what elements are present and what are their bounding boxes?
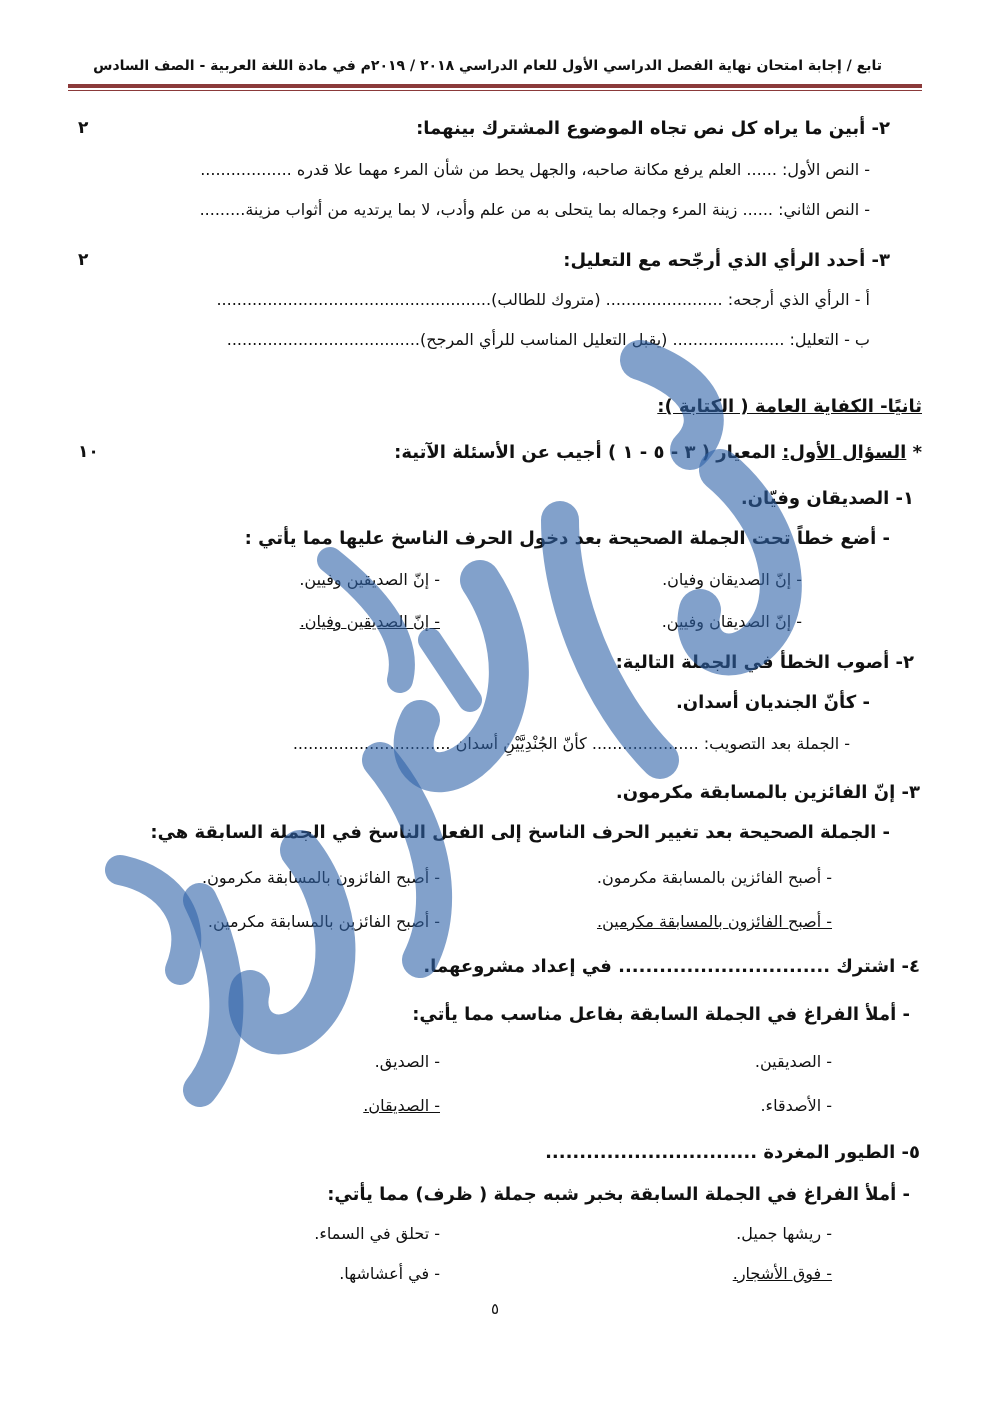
item-3-instruction: - الجملة الصحيحة بعد تغيير الحرف الناسخ إلى الفعل الناسخ في الجملة السابقة هي: [150, 822, 890, 843]
header-rule-thin [68, 90, 922, 91]
item-3-sentence: ٣- إنّ الفائزين بالمسابقة مكرمون. [615, 782, 920, 803]
item-5-option-1: - ريشها جميل. [736, 1224, 832, 1243]
item-1-option-4-correct: - إنّ الصديقين وفيان. [299, 612, 440, 631]
justification-line: ب - التعليل: ...................... (يقبل التعليل المناسب للرأي المرجح)...................................... [226, 330, 870, 349]
text-two-answer: - النص الثاني: ...... زينة المرء وجماله بما يتحلى به من علم وأدب، لا بما يرتديه من أثواب مزينة......... [199, 200, 870, 219]
item-5-option-4: - في أعشاشها. [339, 1264, 440, 1283]
item-1-option-1: - إنّ الصديقان وفيان. [662, 570, 802, 589]
item-3-option-1: - أصبح الفائزين بالمسابقة مكرمون. [596, 868, 832, 887]
item-4-option-2: - الصديق. [374, 1052, 440, 1071]
item-3-option-4: - أصبح الفائزين بالمسابقة مكرمين. [207, 912, 440, 931]
page-header: تابع / إجابة امتحان نهاية الفصل الدراسي الأول للعام الدراسي ٢٠١٨ / ٢٠١٩م في مادة اللغة العربية - الصف السادس [93, 58, 882, 74]
item-1-option-3: - إنّ الصديقان وفيين. [661, 612, 802, 631]
item-2-answer: ..................... كأنّ الجُنْدِيَّيْنِ أسدان ............................... [292, 734, 699, 753]
item-2-answer-line [293, 734, 850, 753]
question-2-title: ٢- أبين ما يراه كل نص تجاه الموضوع المشترك بينهما: [416, 118, 890, 139]
question-2-score: ٢ [78, 118, 89, 138]
question-1-heading [394, 442, 922, 463]
header-rule-thick [68, 84, 922, 88]
item-1-sentence: ١- الصديقان وفيّان. [740, 488, 914, 509]
preferred-opinion-line: أ - الرأي الذي أرجحه: ....................... (متروك للطالب)...................................................... [216, 290, 870, 309]
section-2-title: ثانيًا- الكفاية العامة ( الكتابة ): [657, 396, 922, 417]
question-3-title: ٣- أحدد الرأي الذي أرجّحه مع التعليل: [563, 250, 890, 271]
item-1-option-2: - إنّ الصديقين وفيين. [299, 570, 440, 589]
item-5-option-2: - تحلق في السماء. [314, 1224, 440, 1243]
item-4-option-1: - الصديقين. [754, 1052, 832, 1071]
item-4-option-3: - الأصدقاء. [760, 1096, 832, 1115]
item-5-sentence: ٥- الطيور المغردة ............................... [545, 1142, 920, 1163]
item-4-instruction: - أملأ الفراغ في الجملة السابقة بفاعل مناسب مما يأتي: [412, 1004, 910, 1025]
question-1-label: السؤال الأول: [782, 442, 907, 463]
page-number: ٥ [490, 1300, 500, 1318]
item-5-option-3-correct: - فوق الأشجار. [732, 1264, 832, 1283]
item-2-title: ٢- أصوب الخطأ في الجملة التالية: [615, 652, 914, 673]
text-one-answer: - النص الأول: ...... العلم يرفع مكانة صاحبه، والجهل يحط من شأن المرء مهما علا قدره .................. [200, 160, 870, 179]
item-4-option-4-correct: - الصديقان. [363, 1096, 440, 1115]
question-3-score: ٢ [78, 250, 89, 270]
item-2-sentence: - كأنّ الجنديان أسدان. [675, 692, 870, 713]
item-3-option-3-correct: - أصبح الفائزون بالمسابقة مكرمين. [597, 912, 832, 931]
item-4-sentence: ٤- اشترك ............................... في إعداد مشروعهما. [423, 956, 920, 977]
question-1-prefix: * [906, 442, 922, 463]
question-1-score: ١٠ [78, 442, 99, 462]
item-1-instruction: - أضع خطاً تحت الجملة الصحيحة بعد دخول الحرف الناسخ عليها مما يأتي : [244, 528, 890, 549]
item-3-option-2: - أصبح الفائزون بالمسابقة مكرمون. [202, 868, 440, 887]
item-5-instruction: - أملأ الفراغ في الجملة السابقة بخبر شبه جملة ( ظرف) مما يأتي: [327, 1184, 910, 1205]
question-1-criterion: المعيار ( ٣ - ٥ - ١ ) أجيب عن الأسئلة الآتية: [394, 442, 783, 463]
item-2-answer-label: - الجملة بعد التصويب: [698, 734, 850, 753]
